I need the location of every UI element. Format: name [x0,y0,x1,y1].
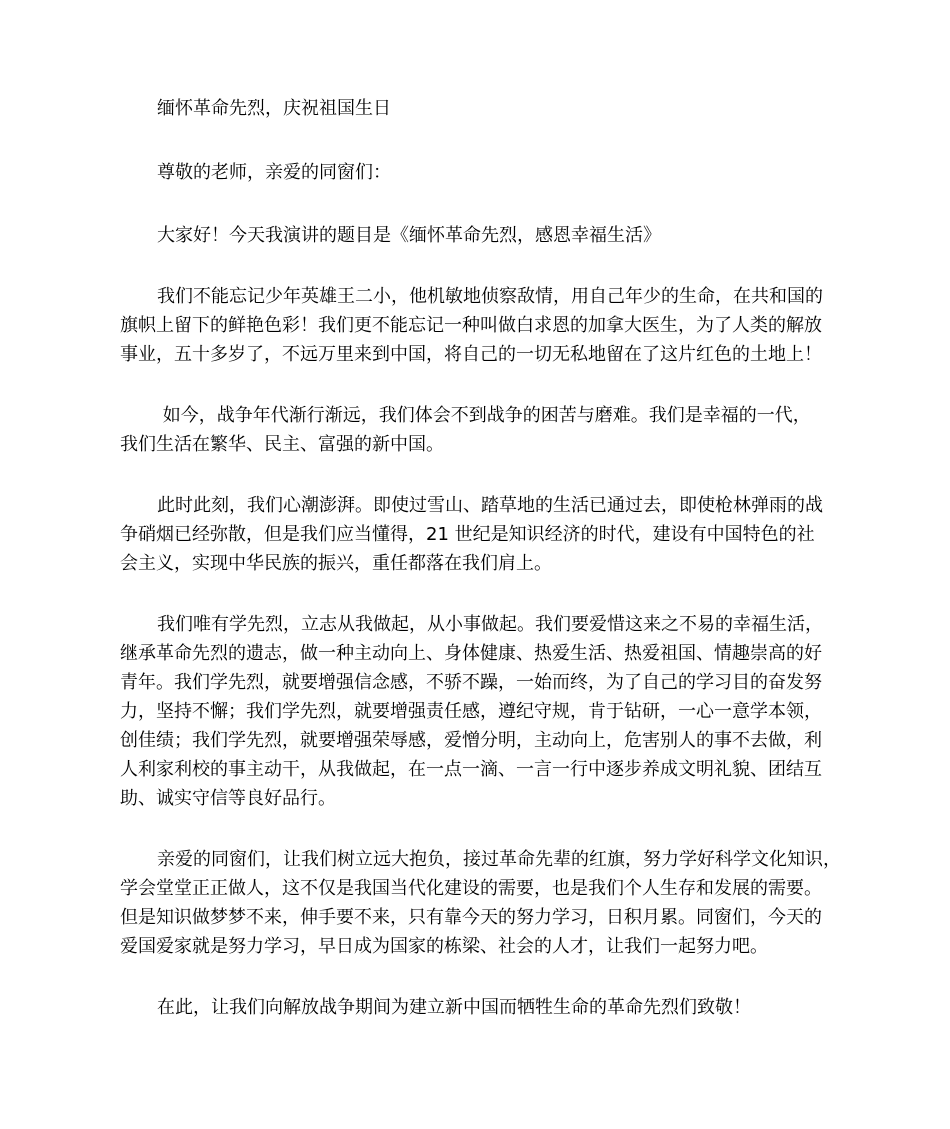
paragraph-3-line-2: 我们生活在繁华、民主、富强的新中国。 [120,434,444,455]
paragraph-5-line-5: 创佳绩；我们学先烈，就要增强荣辱感，爱憎分明，主动向上，危害别人的事不去做，利 [120,730,822,751]
paragraph-2-line-2: 旗帜上留下的鲜艳色彩！我们更不能忘记一种叫做白求恩的加拿大医生，为了人类的解放 [120,315,822,336]
paragraph-6-line-3: 但是知识做梦梦不来，伸手要不来，只有靠今天的努力学习，日积月累。同窗们，今天的 [120,907,822,928]
paragraph-5-line-2: 继承革命先烈的遗志，做一种主动向上、身体健康、热爱生活、热爱祖国、情趣崇高的好 [120,643,822,664]
paragraph-4-line-1: 此时此刻，我们心潮澎湃。即使过雪山、踏草地的生活已通过去，即使枪林弹雨的战 [157,495,823,516]
paragraph-5-line-4: 力，坚持不懈；我们学先烈，就要增强责任感，遵纪守规，肯于钻研，一心一意学本领， [120,701,822,722]
salutation: 尊敬的老师，亲爱的同窗们： [157,162,391,183]
paragraph-4-line-3: 会主义，实现中华民族的振兴，重任都落在我们肩上。 [120,553,552,574]
paragraph-5-line-3: 青年。我们学先烈，就要增强信念感，不骄不躁，一始而终，为了自己的学习目的奋发努 [120,672,822,693]
paragraph-4-line-2: 争硝烟已经弥散，但是我们应当懂得，21 世纪是知识经济的时代，建设有中国特色的社 [120,524,815,545]
paragraph-3-line-1: 如今，战争年代渐行渐远，我们体会不到战争的困苦与磨难。我们是幸福的一代， [157,405,811,426]
document-title: 缅怀革命先烈，庆祝祖国生日 [157,98,391,119]
paragraph-6-line-1: 亲爱的同窗们，让我们树立远大抱负，接过革命先辈的红旗，努力学好科学文化知识， [157,849,841,870]
paragraph-1-line-1: 大家好！今天我演讲的题目是《缅怀革命先烈，感恩幸福生活》 [157,225,661,246]
paragraph-2-line-1: 我们不能忘记少年英雄王二小，他机敏地侦察敌情，用自己年少的生命，在共和国的 [157,286,823,307]
paragraph-6-line-4: 爱国爱家就是努力学习，早日成为国家的栋梁、社会的人才，让我们一起努力吧。 [120,936,768,957]
paragraph-2-line-3: 事业，五十多岁了，不远万里来到中国，将自己的一切无私地留在了这片红色的土地上！ [120,344,822,365]
paragraph-7-line-1: 在此，让我们向解放战争期间为建立新中国而牺牲生命的革命先烈们致敬！ [157,997,751,1018]
paragraph-6-line-2: 学会堂堂正正做人，这不仅是我国当代化建设的需要，也是我们个人生存和发展的需要。 [120,878,822,899]
paragraph-5-line-7: 助、诚实守信等良好品行。 [120,788,336,809]
paragraph-5-line-1: 我们唯有学先烈，立志从我做起，从小事做起。我们要爱惜这来之不易的幸福生活， [157,614,823,635]
paragraph-5-line-6: 人利家利校的事主动干，从我做起，在一点一滴、一言一行中逐步养成文明礼貌、团结互 [120,759,822,780]
